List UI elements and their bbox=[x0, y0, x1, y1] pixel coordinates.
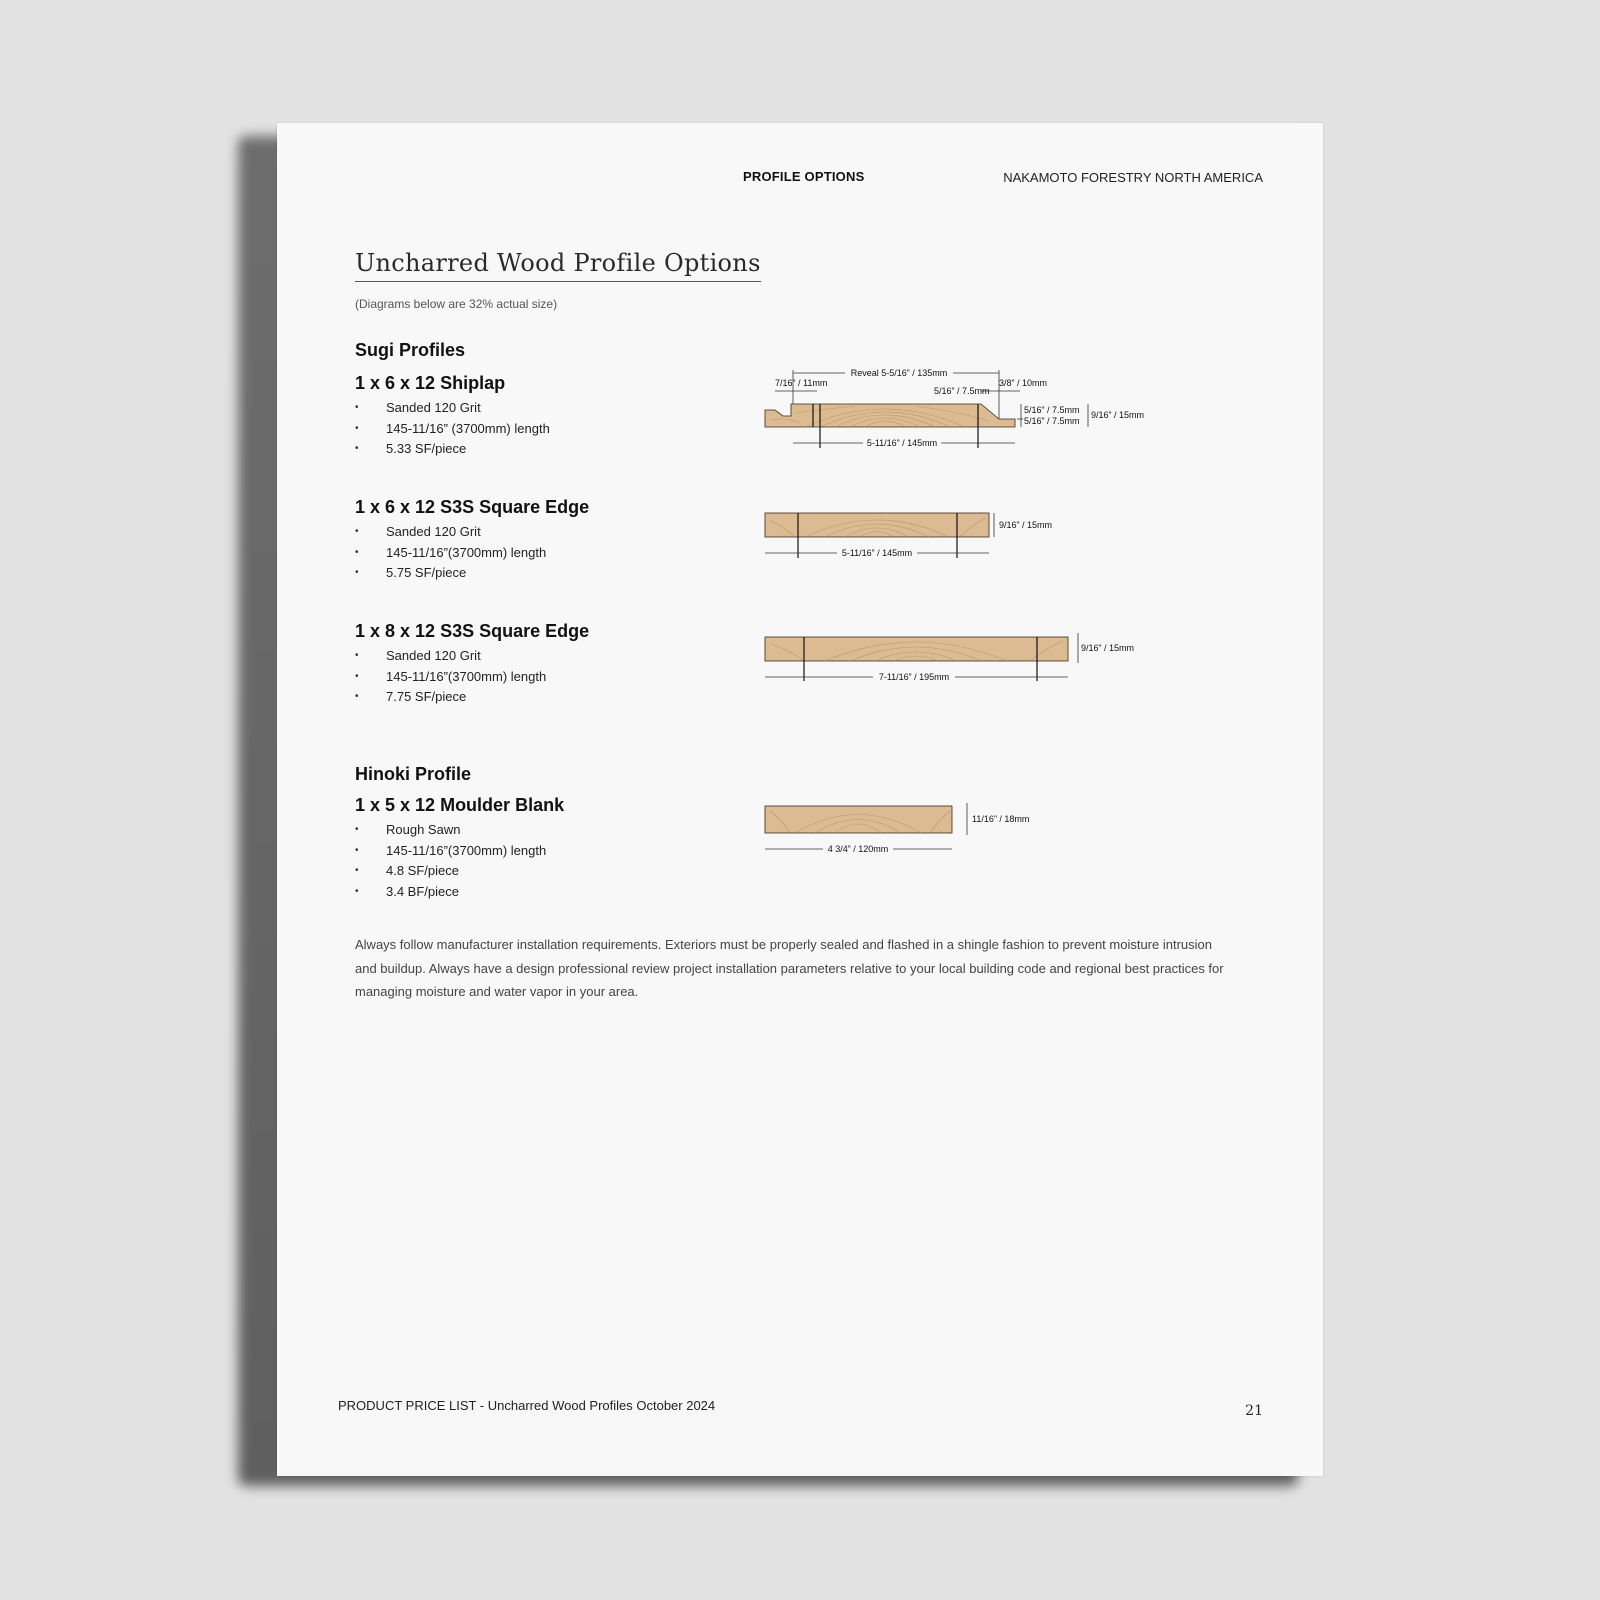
dim-thickness: 11/16” / 18mm bbox=[972, 814, 1030, 824]
page-title: Uncharred Wood Profile Options bbox=[355, 249, 761, 282]
dim-thickness: 9/16” / 15mm bbox=[1091, 410, 1145, 420]
spec-item: • 3.4 BF/piece bbox=[355, 882, 755, 903]
dim-width: 5-11/16” / 145mm bbox=[841, 548, 913, 558]
installation-disclaimer: Always follow manufacturer installation requirements. Exteriors must be properly sealed and flashed in a shingle fashion to prevent moisture intrusion and buildup. Always have a design professional review project installation parameters relative to your local building code and regional best practices for managing moisture and water vapor in your area. bbox=[355, 937, 1224, 999]
spec-item: • 7.75 SF/piece bbox=[355, 687, 755, 708]
spec-item: • 4.8 SF/piece bbox=[355, 861, 755, 882]
spec-item: • Sanded 120 Grit bbox=[355, 522, 755, 543]
product-name: 1 x 8 x 12 S3S Square Edge bbox=[355, 621, 590, 641]
spec-item: • 145-11/16”(3700mm) length bbox=[355, 543, 755, 564]
group-title-hinoki: Hinoki Profile bbox=[355, 764, 472, 784]
spec-item: • Rough Sawn bbox=[355, 820, 755, 841]
group-title-sugi: Sugi Profiles bbox=[355, 340, 466, 360]
product-name: 1 x 5 x 12 Moulder Blank bbox=[355, 795, 565, 815]
page-number: 21 bbox=[1245, 1403, 1263, 1419]
moulder-blank-profile-diagram bbox=[765, 801, 1085, 866]
dim-thickness: 9/16” / 15mm bbox=[1081, 643, 1135, 653]
product-shiplap bbox=[355, 373, 755, 460]
product-specs bbox=[355, 522, 755, 584]
dim-width: 4 3/4” / 120mm bbox=[827, 844, 889, 854]
product-specs bbox=[355, 398, 755, 460]
product-moulder-blank bbox=[355, 795, 755, 902]
spec-item: • 145-11/16” (3700mm) length bbox=[355, 419, 755, 440]
product-s3s-6 bbox=[355, 497, 755, 584]
dim-thick-b: 5/16” / 7.5mm bbox=[1024, 416, 1080, 426]
shiplap-profile-diagram bbox=[765, 368, 1185, 458]
dim-width: 7-11/16” / 195mm bbox=[878, 672, 950, 682]
spec-item: • 145-11/16”(3700mm) length bbox=[355, 667, 755, 688]
spec-item: • 5.75 SF/piece bbox=[355, 563, 755, 584]
dim-lap-left: 7/16” / 11mm bbox=[775, 378, 828, 388]
dim-thickness: 9/16” / 15mm bbox=[999, 520, 1053, 530]
s3s-6-profile-diagram bbox=[765, 508, 1085, 573]
dim-lap-right-mid: 5/16” / 7.5mm bbox=[934, 386, 990, 396]
product-name: 1 x 6 x 12 Shiplap bbox=[355, 373, 506, 393]
spec-item: • 5.33 SF/piece bbox=[355, 439, 755, 460]
spec-item: • 145-11/16”(3700mm) length bbox=[355, 841, 755, 862]
product-s3s-8 bbox=[355, 621, 755, 708]
dim-reveal: Reveal 5-5/16” / 135mm bbox=[850, 368, 948, 378]
spec-item: • Sanded 120 Grit bbox=[355, 398, 755, 419]
product-specs bbox=[355, 646, 755, 708]
header-section-label: PROFILE OPTIONS bbox=[743, 169, 865, 184]
s3s-8-profile-diagram bbox=[765, 631, 1185, 696]
document-page bbox=[277, 123, 1323, 1476]
header-company-name: NAKAMOTO FORESTRY NORTH AMERICA bbox=[1003, 170, 1263, 185]
s3s-8-board-shape bbox=[765, 637, 1068, 661]
dim-lap-right-top: 3/8” / 10mm bbox=[999, 378, 1048, 388]
dim-thick-a: 5/16” / 7.5mm bbox=[1024, 405, 1080, 415]
footer-text: PRODUCT PRICE LIST - Uncharred Wood Profiles October 2024 bbox=[338, 1398, 716, 1413]
page-subtitle: (Diagrams below are 32% actual size) bbox=[355, 297, 558, 311]
dim-width: 5-11/16” / 145mm bbox=[866, 438, 938, 448]
spec-item: • Sanded 120 Grit bbox=[355, 646, 755, 667]
product-name: 1 x 6 x 12 S3S Square Edge bbox=[355, 497, 590, 517]
product-specs bbox=[355, 820, 755, 902]
